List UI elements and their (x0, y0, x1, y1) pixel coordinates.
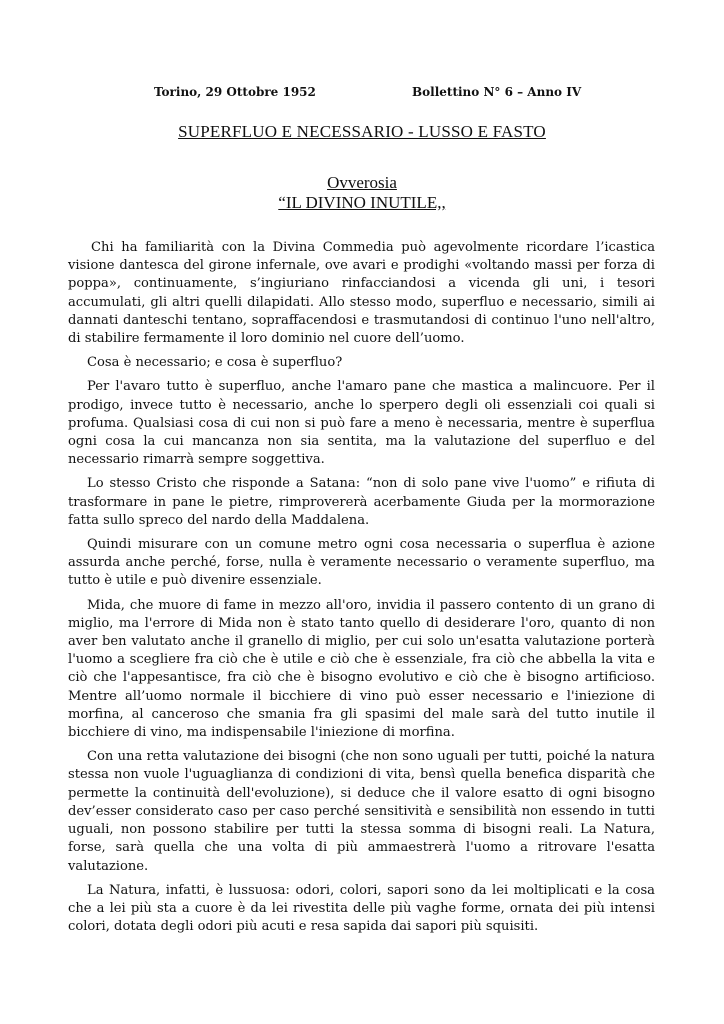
paragraph: Quindi misurare con un comune metro ogni cosa necessaria o superflua è azione assurda anche perché, forse, nulla è veramente necessario o veramente superfluo, ma tutto è utile e può divenire essenziale. (68, 537, 655, 589)
document-subtitle-line2: “IL DIVINO INUTILE,, (278, 193, 446, 212)
paragraph: La Natura, infatti, è lussuosa: odori, colori, sapori sono da lei moltiplicati e la cosa che a lei più sta a cuore è da lei rivestita delle più vaghe forme, ornata dei più intensi colori, dotata degli odori più acuti e resa sapida dai sapori più squisiti. (68, 882, 655, 935)
header-date: Torino, 29 Ottobre 1952 (154, 85, 316, 99)
document-header (0, 85, 724, 105)
document-title: SUPERFLUO E NECESSARIO - LUSSO E FASTO (178, 122, 546, 141)
paragraph: Per l'avaro tutto è superfluo, anche l'amaro pane che mastica a malincuore. Per il prodigo, invece tutto è necessario, anche lo sperpero degli oli essenziali coi quali si profuma. Qualsiasi cosa di cui non si può fare a meno è necessaria, mentre è superflua ogni cosa la cui mancanza non sia sentita, ma la valutazione del superfluo e del necessario rimarrà sempre soggettiva. (68, 379, 655, 468)
header-bulletin: Bollettino N° 6 – Anno IV (412, 85, 582, 99)
paragraph: Chi ha familiarità con la Divina Commedia può agevolmente ricordare l’icastica visione dantesca del girone infernale, ove avari e prodighi «voltando massi per forza di poppa», continuamente, s’ingiuriano rinfacciandosi a vicenda gli uni, i tesori accumulati, gli altri quelli dilapidati. Allo stesso modo, superfluo e necessario, simili ai dannati danteschi tentano, sopraffacendosi e trasmutandosi di continuo l'uno nell'altro, di stabilire fermamente il loro dominio nel cuore dell’uomo. (68, 240, 655, 347)
paragraph: Con una retta valutazione dei bisogni (che non sono uguali per tutti, poiché la natura stessa non vuole l'uguaglianza di condizioni di vita, bensì quella benefica disparità che permette la continuità dell'evoluzione), si deduce che il valore esatto di ogni bisogno dev’esser considerato caso per caso perché sensitività e sensibilità non essendo in tutti uguali, non possono stabilire per tutti la stessa somma di bisogni reali. La Natura, forse, sarà quella che una volta di più ammaestrerà l'uomo a ritrovare l'esatta valutazione. (68, 749, 655, 874)
paragraph: Cosa è necessario; e cosa è superfluo? (87, 355, 343, 371)
paragraph: Lo stesso Cristo che risponde a Satana: “non di solo pane vive l'uomo” e rifiuta di trasformare in pane le pietre, rimprovererà acerbamente Giuda per la mormorazione fatta sullo spreco del nardo della Maddalena. (68, 476, 655, 528)
document-subtitle-line1: Ovverosia (327, 173, 397, 192)
document-body (68, 239, 655, 942)
paragraph: Mida, che muore di fame in mezzo all'oro, invidia il passero contento di un grano di miglio, ma l'errore di Mida non è stato tanto quello di desiderare l'oro, quanto di non aver ben valutato anche il granello di miglio, per cui solo un'esatta valutazione porterà l'uomo a scegliere fra ciò che è utile e ciò che è essenziale, fra ciò che abbella la vita e ciò che l'appesantisce, fra ciò che è bisogno evolutivo e ciò che è bisogno artificioso. Mentre all’uomo normale il bicchiere di vino può esser necessario e l'iniezione di morfina, al canceroso che smania fra gli spasimi del male sarà del tutto inutile il bicchiere di vino, ma indispensabile l'iniezione di morfina. (68, 597, 655, 741)
